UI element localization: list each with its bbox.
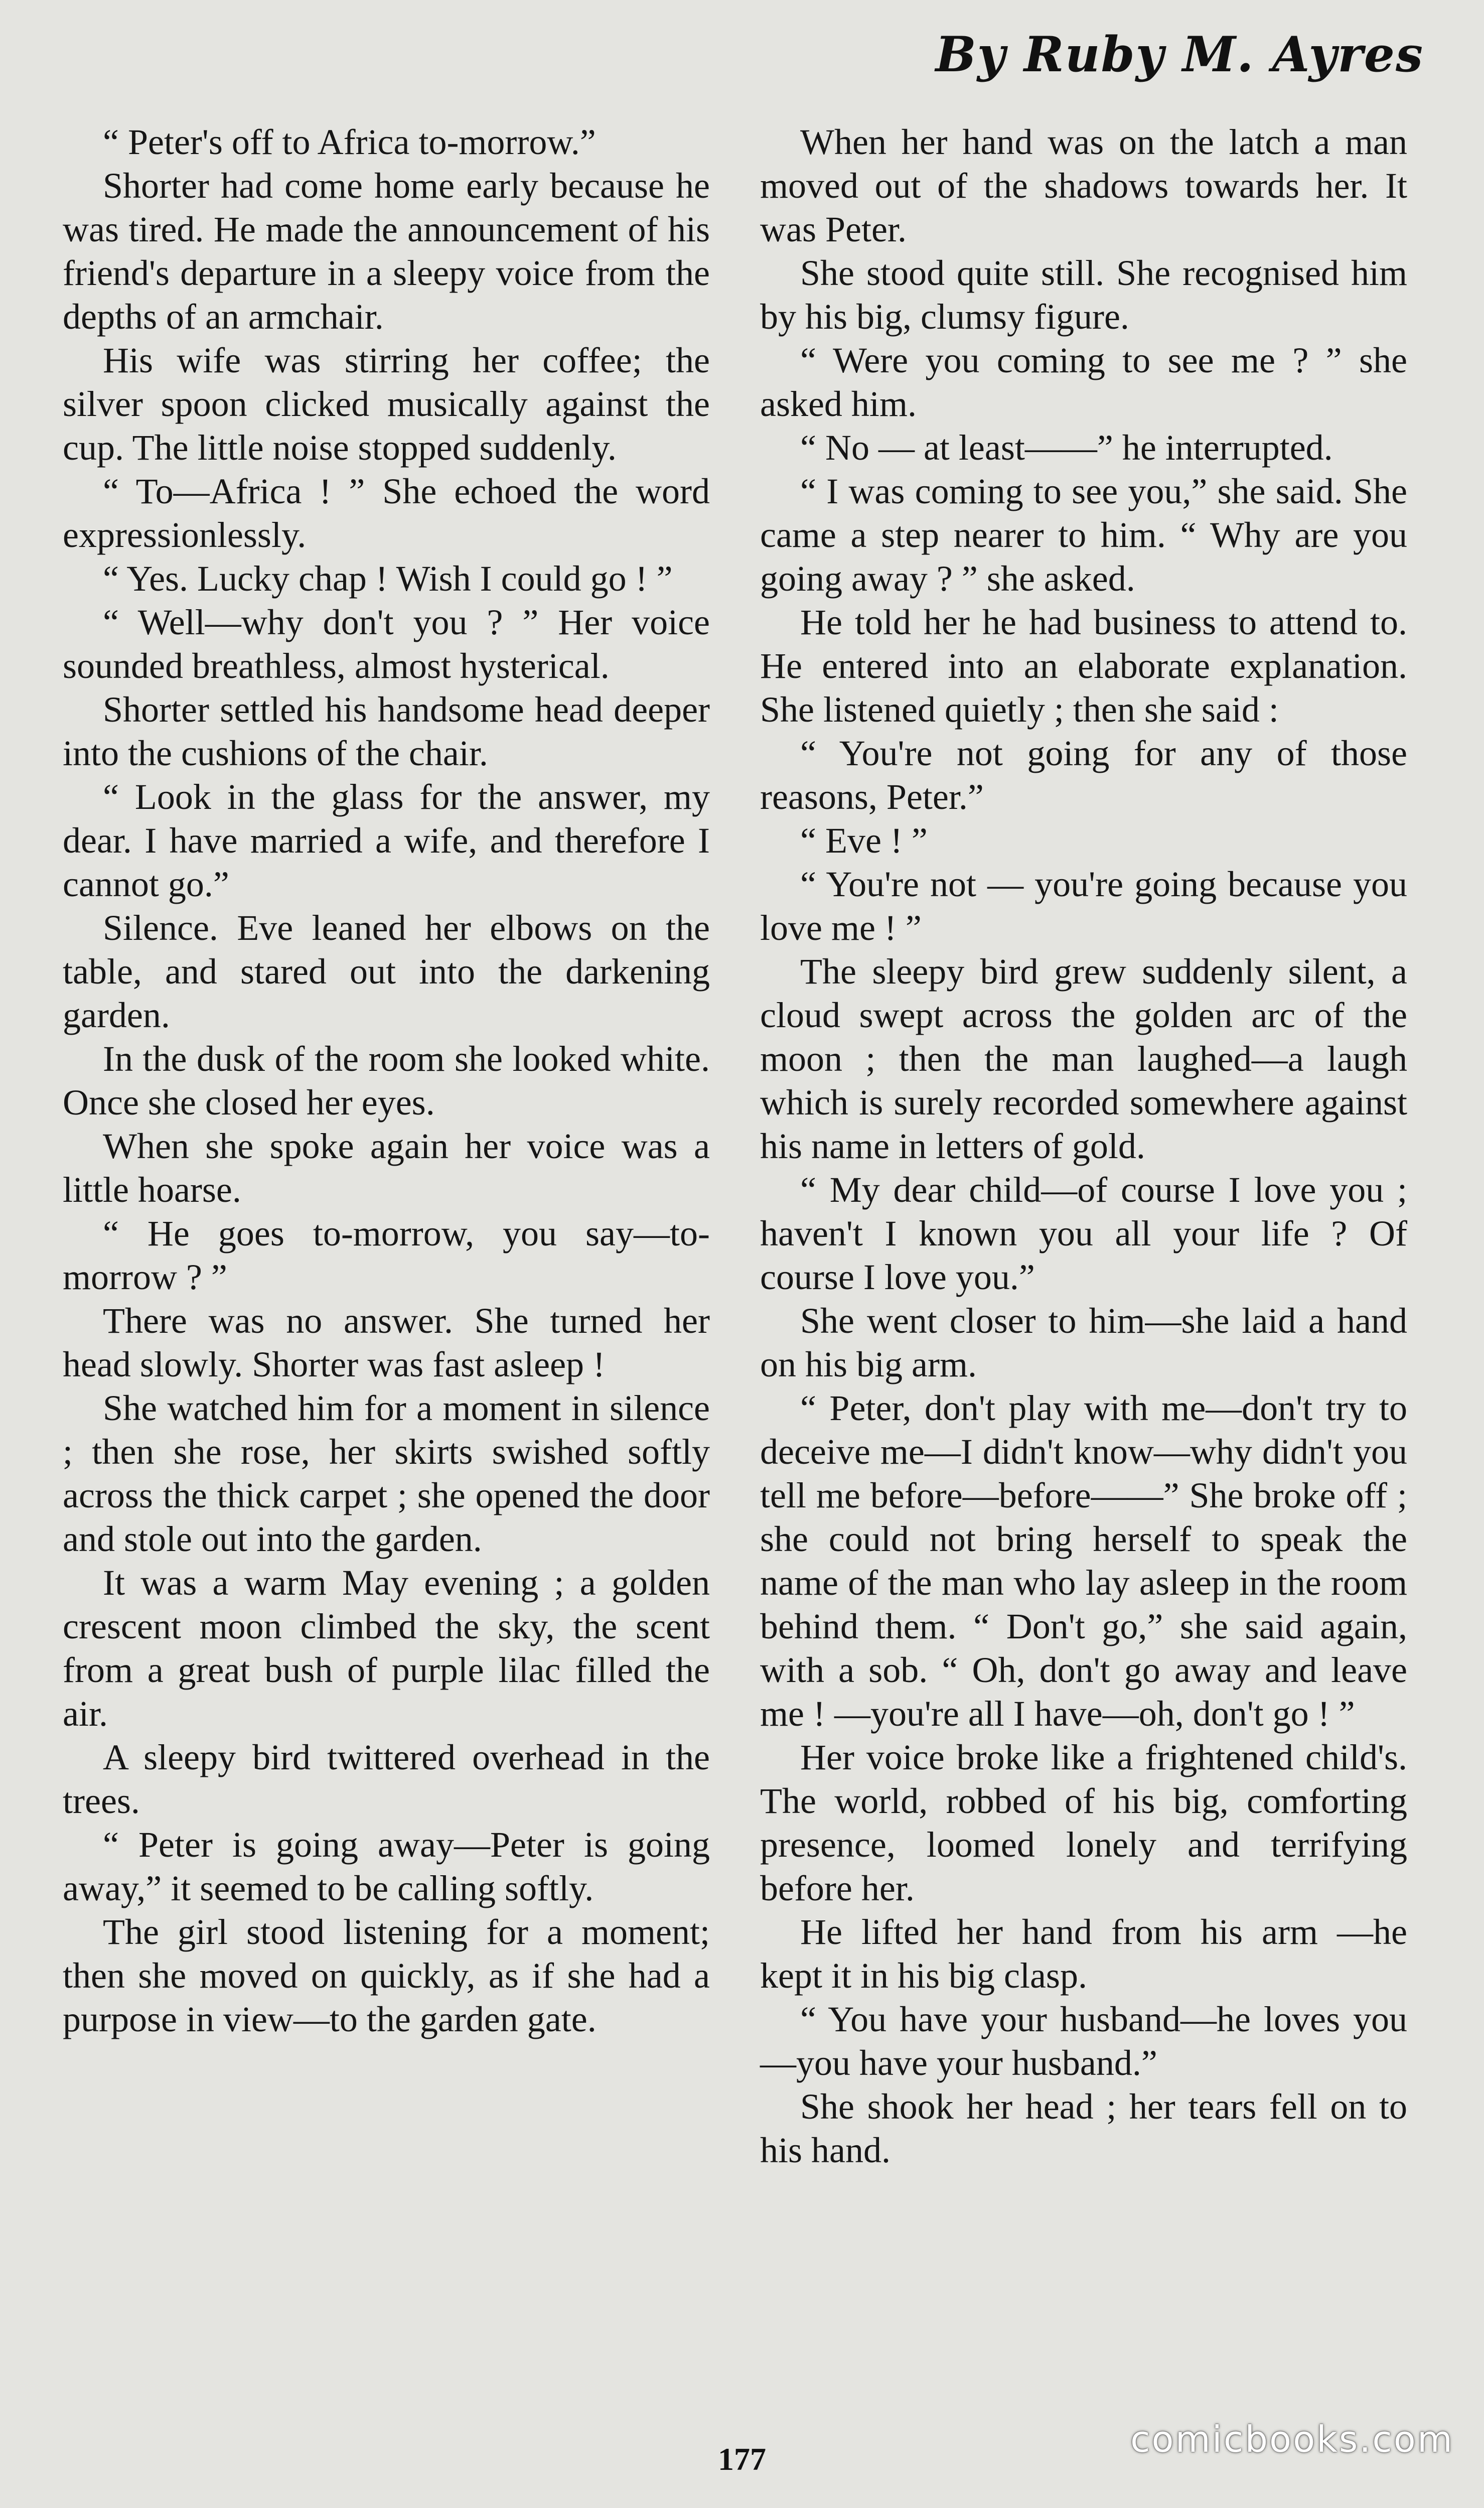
paragraph: “ You have your husband—he loves you—you have your husband.” bbox=[760, 1999, 1407, 2083]
paragraph: He told her he had business to attend to. He entered into an elaborate explanation. She listened quietly ; then she said : bbox=[760, 602, 1407, 730]
right-text-column bbox=[760, 120, 1407, 2172]
paragraph: “ Look in the glass for the answer, my dear. I have married a wife, and therefore I cannot go.” bbox=[63, 777, 710, 904]
paragraph: “ Peter, don't play with me—don't try to deceive me—I didn't know—why didn't you tell me before—before——” She broke off ; she could not bring herself to speak the name of the man who lay asleep in the room behind them. “ Don't go,” she said again, with a sob. “ Oh, don't go away and leave me ! —you're all I have—oh, don't go ! ” bbox=[760, 1388, 1407, 1734]
paragraph: “ My dear child—of course I love you ; haven't I known you all your life ? Of course I love you.” bbox=[760, 1170, 1407, 1297]
page-number: 177 bbox=[718, 2441, 766, 2477]
paragraph: “ Peter's off to Africa to-morrow.” bbox=[103, 122, 596, 162]
paragraph: “ To—Africa ! ” She echoed the word expressionlessly. bbox=[63, 471, 710, 555]
paragraph: The sleepy bird grew suddenly silent, a cloud swept across the golden arc of the moon ; then the man laughed—a laugh which is surely recorded somewhere against his name in letters of gold. bbox=[760, 951, 1407, 1166]
paragraph: Shorter had come home early because he was tired. He made the announcement of his friend's departure in a sleepy voice from the depths of an armchair. bbox=[63, 166, 710, 337]
paragraph: “ You're not going for any of those reasons, Peter.” bbox=[760, 733, 1407, 817]
paragraph: The girl stood listening for a moment; then she moved on quickly, as if she had a purpose in view—to the garden gate. bbox=[63, 1912, 710, 2039]
paragraph: In the dusk of the room she looked white. Once she closed her eyes. bbox=[63, 1039, 710, 1123]
paragraph: Her voice broke like a frightened child's. The world, robbed of his big, comforting presence, loomed lonely and terrifying before her. bbox=[760, 1737, 1407, 1908]
author-byline: By Ruby M. Ayres bbox=[935, 26, 1424, 83]
paragraph: “ Well—why don't you ? ” Her voice sounded breathless, almost hysterical. bbox=[63, 602, 710, 686]
paragraph: He lifted her hand from his arm —he kept it in his big clasp. bbox=[760, 1912, 1407, 1996]
paragraph: “ I was coming to see you,” she said. She came a step nearer to him. “ Why are you going away ? ” she asked. bbox=[760, 471, 1407, 599]
paragraph: His wife was stirring her coffee; the silver spoon clicked musically against the cup. The little noise stopped suddenly. bbox=[63, 340, 710, 468]
paragraph: When she spoke again her voice was a little hoarse. bbox=[63, 1126, 710, 1210]
paragraph: “ Eve ! ” bbox=[800, 820, 928, 861]
paragraph: “ He goes to-morrow, you say—to-morrow ? ” bbox=[63, 1213, 710, 1297]
paragraph: Silence. Eve leaned her elbows on the table, and stared out into the darkening garden. bbox=[63, 908, 710, 1035]
paragraph: Shorter settled his handsome head deeper into the cushions of the chair. bbox=[63, 689, 710, 773]
left-text-column bbox=[63, 120, 710, 2041]
paragraph: “ No — at least——” he interrupted. bbox=[800, 428, 1333, 468]
paragraph: She stood quite still. She recognised him by his big, clumsy figure. bbox=[760, 253, 1407, 337]
paragraph: “ Yes. Lucky chap ! Wish I could go ! ” bbox=[103, 559, 673, 599]
paragraph: “ Were you coming to see me ? ” she asked him. bbox=[760, 340, 1407, 424]
paragraph: When her hand was on the latch a man moved out of the shadows towards her. It was Peter. bbox=[760, 122, 1407, 249]
paragraph: It was a warm May evening ; a golden crescent moon climbed the sky, the scent from a great bush of purple lilac filled the air. bbox=[63, 1563, 710, 1734]
watermark: comicbooks.com bbox=[1130, 2418, 1454, 2460]
paragraph: “ Peter is going away—Peter is going away,” it seemed to be calling softly. bbox=[63, 1825, 710, 1908]
paragraph: A sleepy bird twittered overhead in the trees. bbox=[63, 1737, 710, 1821]
paragraph: There was no answer. She turned her head slowly. Shorter was fast asleep ! bbox=[63, 1301, 710, 1384]
paragraph: She watched him for a moment in silence ; then she rose, her skirts swished softly across the thick carpet ; she opened the door and stole out into the garden. bbox=[63, 1388, 710, 1559]
paragraph: “ You're not — you're going because you love me ! ” bbox=[760, 864, 1407, 948]
paragraph: She went closer to him—she laid a hand on his big arm. bbox=[760, 1301, 1407, 1384]
paragraph: She shook her head ; her tears fell on to his hand. bbox=[760, 2086, 1407, 2170]
